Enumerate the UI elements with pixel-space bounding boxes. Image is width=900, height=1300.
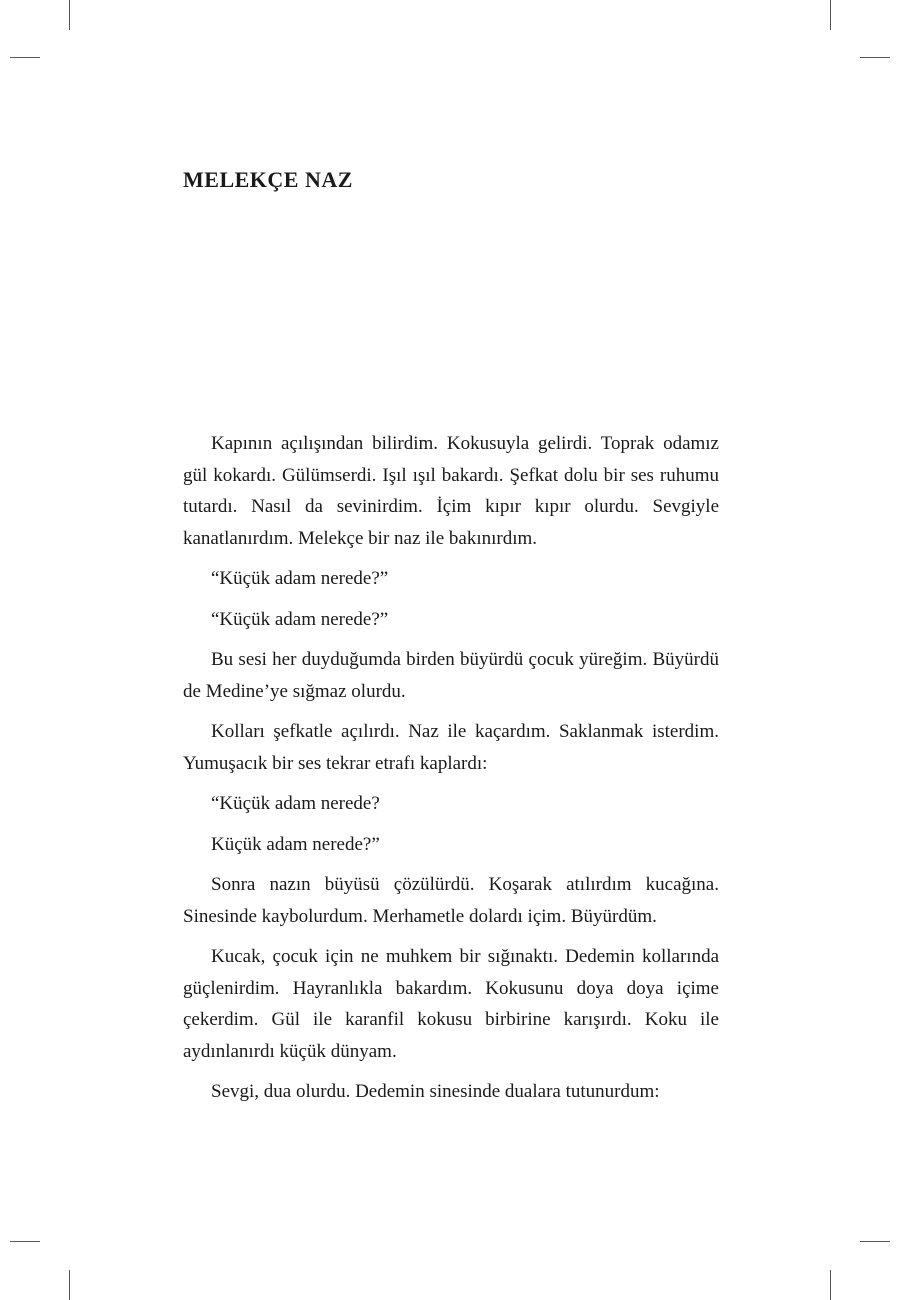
- paragraph: Sonra nazın büyüsü çözülürdü. Koşarak atılırdım kucağına. Sinesinde kaybolurdum. Merhametle dolardı içim. Büyürdüm.: [183, 874, 719, 927]
- chapter-title: MELEKÇE NAZ: [183, 167, 353, 192]
- crop-mark-left-top: [10, 57, 40, 58]
- dialogue-line: “Küçük adam nerede?: [211, 793, 380, 814]
- crop-mark-bottom-left: [69, 1270, 70, 1300]
- crop-mark-top-left: [69, 0, 70, 30]
- dialogue-line: “Küçük adam nerede?”: [211, 568, 389, 589]
- paragraph: Kapının açılışından bilirdim. Kokusuyla gelirdi. Toprak odamız gül kokardı. Gülümserdi. Işıl ışıl bakardı. Şefkat dolu bir ses ruhumu tutardı. Nasıl da sevinirdim. İçim kıpır kıpır olurdu. Sevgiyle kanatlanırdım. Melekçe bir naz ile bakınırdım.: [183, 433, 719, 549]
- crop-mark-left-bottom: [10, 1241, 40, 1242]
- paragraph: Kucak, çocuk için ne muhkem bir sığınaktı. Dedemin kollarında güçlenirdim. Hayranlıkla bakardım. Kokusunu doya doya içime çekerdim. Gül ile karanfil kokusu birbirine karışırdı. Koku ile aydınlanırdı küçük dünyam.: [183, 946, 719, 1062]
- crop-mark-top-right: [830, 0, 831, 30]
- crop-mark-bottom-right: [830, 1270, 831, 1300]
- paragraph: Bu sesi her duyduğumda birden büyürdü çocuk yüreğim. Büyürdü de Medine’ye sığmaz olurdu.: [183, 649, 719, 702]
- chapter-body: [183, 428, 719, 1117]
- dialogue-line: Küçük adam nerede?”: [211, 833, 380, 855]
- crop-mark-right-top: [860, 57, 890, 58]
- dialogue-line: “Küçük adam nerede?”: [211, 608, 389, 630]
- crop-mark-right-bottom: [860, 1241, 890, 1242]
- paragraph: Sevgi, dua olurdu. Dedemin sinesinde dualara tutunurdum:: [211, 1081, 660, 1102]
- paragraph: Kolları şefkatle açılırdı. Naz ile kaçardım. Saklanmak isterdim. Yumuşacık bir ses tekrar etrafı kaplardı:: [183, 721, 719, 774]
